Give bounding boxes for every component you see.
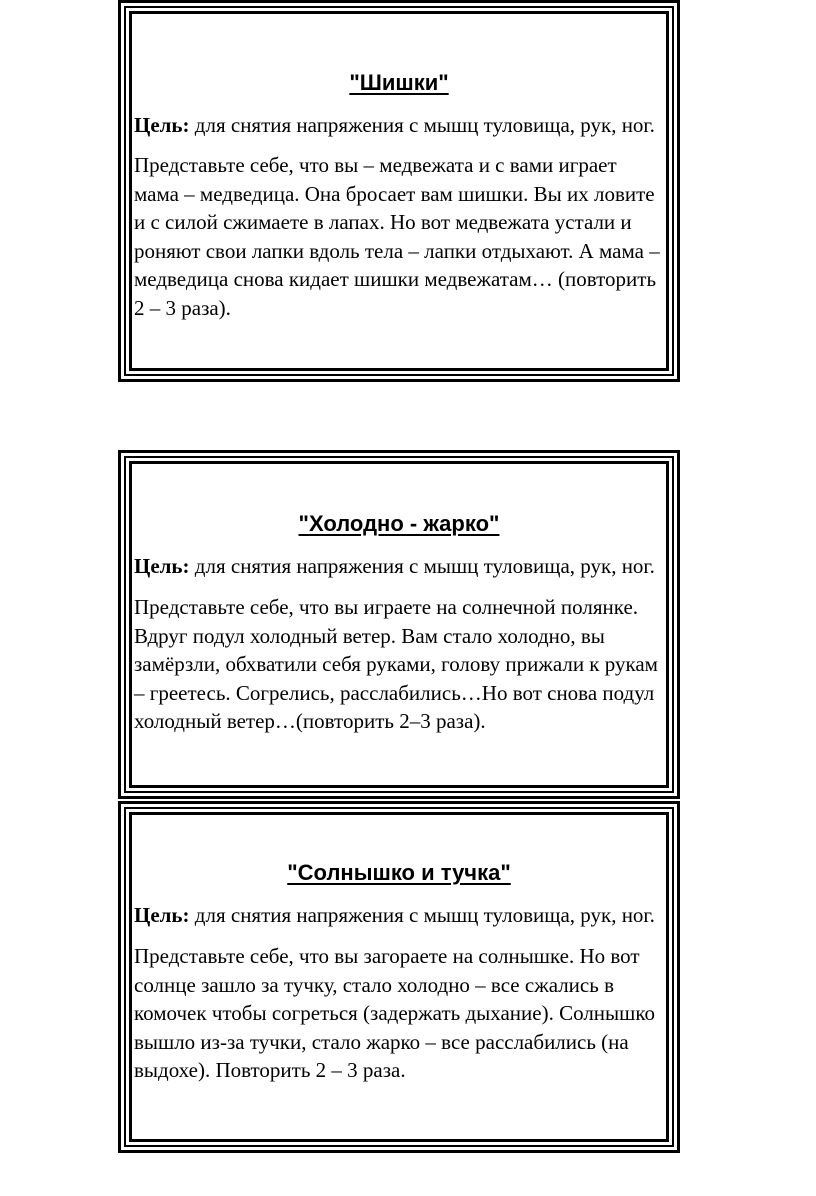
card-border-innermost <box>129 812 669 1142</box>
card-content <box>134 69 664 322</box>
card-goal <box>134 110 664 140</box>
card-border-innermost <box>129 461 669 788</box>
card-content <box>134 510 664 736</box>
card-body: Представьте себе, что вы – медвежата и с вами играет мама – медведица. Она бросает вам шишки. Вы их ловите и с силой сжимаете в лапах. Но вот медвежата устали и роняют свои лапки вдоль тела – лапки отдыхают. А мама – медведица снова кидает шишки медвежатам… (повторить 2 – 3 раза). <box>134 153 660 320</box>
card-border-inner <box>124 807 674 1147</box>
goal-text: для снятия напряжения с мышц туловища, рук, ног. <box>189 113 655 137</box>
card-goal <box>134 900 664 930</box>
card-title: "Солнышко и тучка" <box>287 860 511 885</box>
exercise-card-cones <box>118 0 680 382</box>
card-goal <box>134 551 664 581</box>
goal-text: для снятия напряжения с мышц туловища, рук, ног. <box>189 554 655 578</box>
exercise-card-cold-hot <box>118 450 680 799</box>
card-body: Представьте себе, что вы играете на солнечной полянке. Вдруг подул холодный ветер. Вам стало холодно, вы замёрзли, обхватили себя руками, голову прижали к рукам – греетесь. Согрелись, расслабились…Но вот снова подул холодный ветер…(повторить 2–3 раза). <box>134 595 658 733</box>
goal-label: Цель: <box>134 903 190 927</box>
goal-label: Цель: <box>134 554 190 578</box>
card-title: "Шишки" <box>349 70 449 95</box>
goal-text: для снятия напряжения с мышц туловища, рук, ног. <box>189 903 655 927</box>
card-border-innermost <box>129 11 669 371</box>
exercise-card-sun-cloud <box>118 801 680 1153</box>
goal-label: Цель: <box>134 113 190 137</box>
card-border-inner <box>124 456 674 793</box>
card-title: "Холодно - жарко" <box>298 511 500 536</box>
card-body: Представьте себе, что вы загораете на солнышке. Но вот солнце зашло за тучку, стало холодно – все сжались в комочек чтобы согреться (задержать дыхание). Солнышко вышло из-за тучки, стало жарко – все расслабились (на выдохе). Повторить 2 – 3 раза. <box>134 944 655 1082</box>
card-content <box>134 859 664 1085</box>
card-border-inner <box>124 6 674 376</box>
